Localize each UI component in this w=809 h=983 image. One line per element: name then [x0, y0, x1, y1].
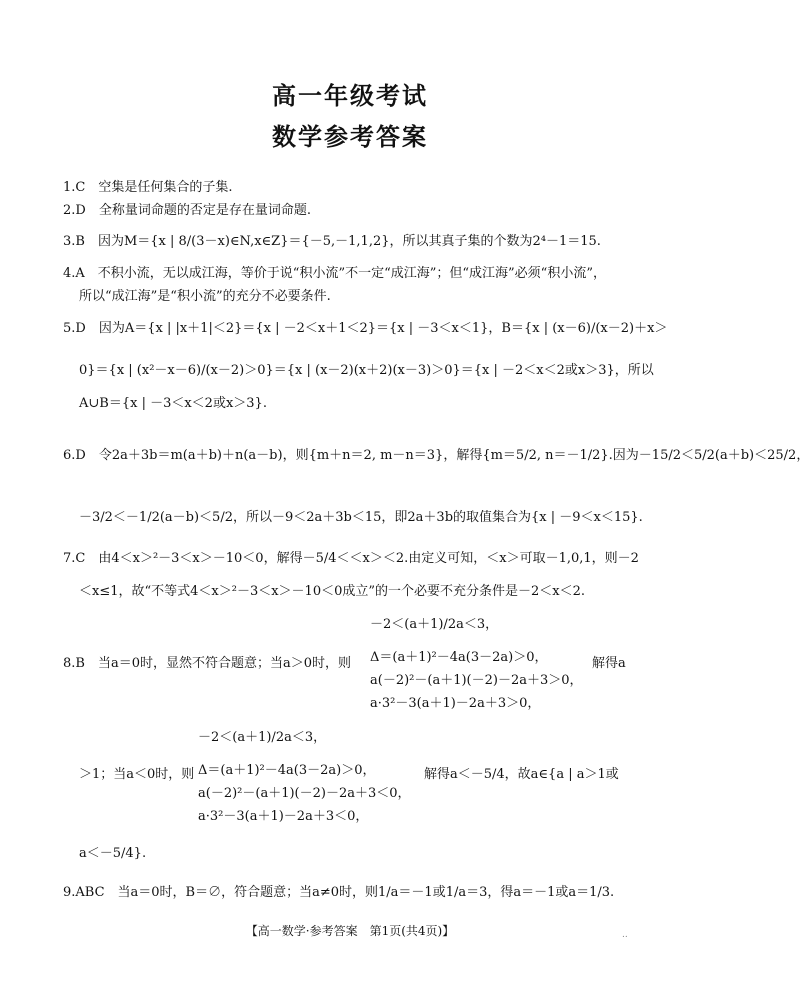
- answer-8-sys1-eq3: a(－2)²－(a＋1)(－2)－2a＋3＞0，: [370, 673, 583, 688]
- answer-8-sys2-eq4: a·3²－3(a＋1)－2a＋3＜0，: [198, 809, 369, 824]
- answer-8: 8.B 当a＝0时，显然不符合题意；当a＞0时，则: [63, 656, 351, 671]
- answer-4-cont: 所以“成江海”是“积小流”的充分不必要条件.: [79, 289, 331, 304]
- answer-9: 9.ABC 当a＝0时，B＝∅，符合题意；当a≠0时，则1/a＝－1或1/a＝3，得a＝－1或a＝1/3.: [63, 885, 615, 900]
- answer-8-sys1-eq4: a·3²－3(a＋1)－2a＋3＞0，: [370, 696, 541, 711]
- answer-2: 2.D 全称量词命题的否定是存在量词命题.: [63, 203, 311, 218]
- answer-8-solve: 解得a: [592, 656, 626, 671]
- answer-4: 4.A 不积小流，无以成江海，等价于说“积小流”不一定“成江海”；但“成江海”必须“积小流”，: [63, 266, 606, 281]
- page-footer: 【高一数学·参考答案 第1页(共4页)】: [245, 924, 455, 938]
- answer-8-sys2-eq1: －2＜(a＋1)/2a＜3，: [198, 730, 327, 745]
- answer-7-cont: ＜x≤1，故“不等式4＜x＞²－3＜x＞－10＜0成立”的一个必要不充分条件是－2＜x＜2.: [79, 584, 586, 599]
- answer-8-cont: ＞1；当a＜0时，则: [79, 767, 195, 782]
- answer-5-cont2: A∪B＝{x | －3＜x＜2或x＞3}.: [79, 396, 267, 411]
- answer-5: 5.D 因为A＝{x | |x＋1|＜2}＝{x | －2＜x＋1＜2}＝{x | －3＜x＜1}，B＝{x | (x－6)/(x－2)＋x＞: [63, 321, 668, 336]
- answer-8-end: a＜－5/4}.: [79, 846, 147, 861]
- answer-8-result: 解得a＜－5/4，故a∈{a | a＞1或: [424, 767, 619, 782]
- answer-8-sys1-eq1: －2＜(a＋1)/2a＜3，: [370, 617, 499, 632]
- answer-6: 6.D 令2a＋3b＝m(a＋b)＋n(a－b)，则{m＋n＝2, m－n＝3}，解得{m＝5/2, n＝－1/2}.因为－15/2＜5/2(a＋b)＜25/2，: [63, 448, 809, 463]
- answer-1: 1.C 空集是任何集合的子集.: [63, 180, 233, 195]
- answer-7: 7.C 由4＜x＞²－3＜x＞－10＜0，解得－5/4＜＜x＞＜2.由定义可知，＜x＞可取－1,0,1，则－2: [63, 551, 639, 566]
- answer-8-sys2-eq2: Δ＝(a＋1)²－4a(3－2a)＞0，: [198, 763, 376, 778]
- answer-6-cont: －3/2＜－1/2(a－b)＜5/2，所以－9＜2a＋3b＜15，即2a＋3b的取值集合为{x | －9＜x＜15}.: [79, 510, 643, 525]
- answer-5-cont: 0}＝{x | (x²－x－6)/(x－2)＞0}＝{x | (x－2)(x＋2)(x－3)＞0}＝{x | －2＜x＜2或x＞3}，所以: [79, 363, 654, 378]
- corner-mark: ..: [622, 930, 628, 940]
- answer-8-sys2-eq3: a(－2)²－(a＋1)(－2)－2a＋3＜0，: [198, 786, 411, 801]
- doc-subtitle: 数学参考答案: [272, 123, 428, 151]
- answer-3: 3.B 因为M＝{x | 8/(3－x)∈N,x∈Z}＝{－5,－1,1,2}，所以其真子集的个数为2⁴－1＝15.: [63, 234, 601, 249]
- doc-title: 高一年级考试: [272, 82, 428, 110]
- answer-8-sys1-eq2: Δ＝(a＋1)²－4a(3－2a)＞0，: [370, 650, 548, 665]
